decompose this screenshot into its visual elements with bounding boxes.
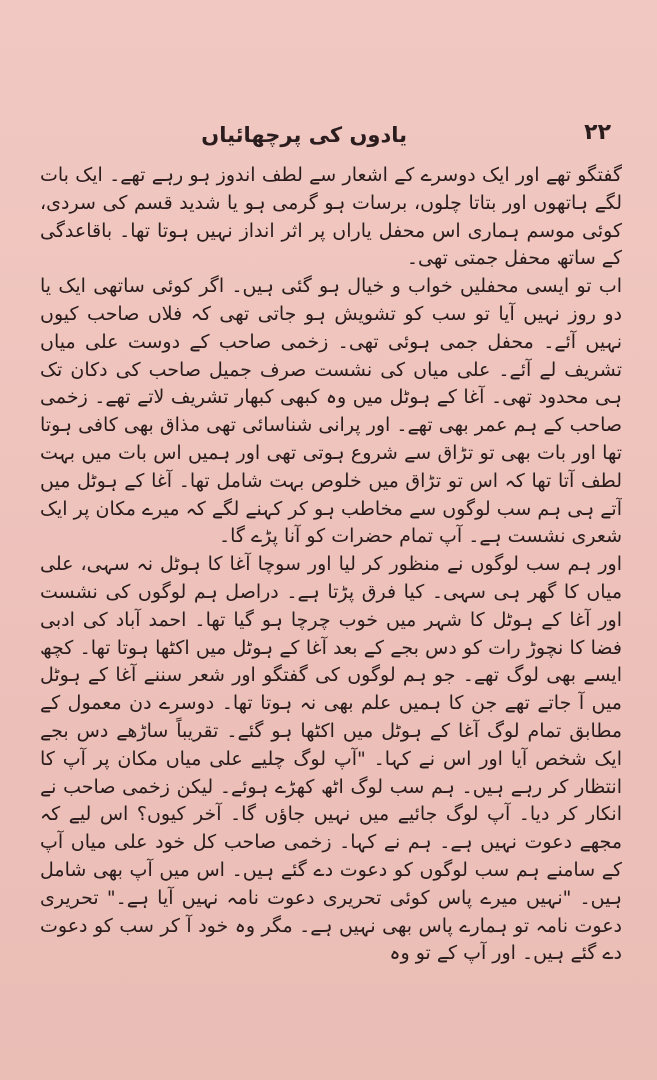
paragraph: اور ہم سب لوگوں نے منظور کر لیا اور سوچا آغا کا ہوٹل نہ سہی، علی میاں کا گھر ہی سہی۔ کیا فرق پڑتا ہے۔ دراصل ہم لوگوں کی نشست اور آغا کے ہوٹل کا شہر میں خوب چرچا ہو گیا تھا۔ احمد آباد کی ادبی فضا کا نچوڑ رات کو دس بجے کے بعد آغا کے ہوٹل میں اکٹھا ہوتا تھا۔ کچھ ایسے بھی لوگ تھے۔ جو ہم لوگوں کی گفتگو اور شعر سننے آغا کے ہوٹل میں آ جاتے تھے جن کا ہمیں علم بھی نہ ہوتا تھا۔ دوسرے دن معمول کے مطابق تمام لوگ آغا کے ہوٹل میں اکٹھا ہو گئے۔ تقریباً ساڑھے دس بجے ایک شخص آیا اور اس نے کہا۔ "آپ لوگ چلیے علی میاں مکان پر آپ کا انتظار کر رہے ہیں۔ ہم سب لوگ اٹھ کھڑے ہوئے۔ لیکن زخمی صاحب نے انکار کر دیا۔ آپ لوگ جائیے میں نہیں جاؤں گا۔ آخر کیوں؟ اس لیے کہ مجھے دعوت نہیں ہے۔ ہم نے کہا۔ زخمی صاحب کل خود علی میاں آپ کے سامنے ہم سب لوگوں کو دعوت دے گئے ہیں۔ اس میں آپ بھی شامل ہیں۔ "نہیں میرے پاس کوئی تحریری دعوت نامہ نہیں آیا ہے۔" تحریری دعوت نامہ تو ہمارے پاس بھی نہیں ہے۔ مگر وہ خود آ کر سب کو دعوت دے گئے ہیں۔ اور آپ کے تو وہ	[40, 553, 622, 965]
page-number: ۲۲	[584, 120, 611, 145]
paragraph: گفتگو تھے اور ایک دوسرے کے اشعار سے لطف اندوز ہو رہے تھے۔ ایک بات لگے ہاتھوں اور بتاتا چلوں، برسات ہو گرمی ہو یا شدید قسم کی سردی، کوئی موسم ہماری اس محفل یاراں پر اثر انداز نہیں ہوتا تھا۔ باقاعدگی کے ساتھ محفل جمتی تھی۔	[40, 164, 622, 270]
running-title: یادوں کی پرچھائیاں	[201, 123, 407, 147]
paragraph: اب تو ایسی محفلیں خواب و خیال ہو گئی ہیں۔ اگر کوئی ساتھی ایک یا دو روز نہیں آیا تو سب کو تشویش ہو جاتی تھی کہ فلاں صاحب کیوں نہیں آئے۔ محفل جمی ہوئی تھی۔ زخمی صاحب کے دوست علی میاں تشریف لے آئے۔ علی میاں کی نشست صرف جمیل صاحب کی دکان تک ہی محدود تھی۔ آغا کے ہوٹل میں وہ کبھی کبھار تشریف لاتے تھے۔ زخمی صاحب کے ہم عمر بھی تھے۔ اور پرانی شناسائی تھی مذاق بھی کافی ہوتا تھا اور بات بھی تو تڑاق سے شروع ہوتی تھی اور ہمیں اس بات میں بہت لطف آتا تھا کہ اس تو تڑاق میں خلوص بہت شامل تھا۔ آغا کے ہوٹل میں آتے ہی ہم سب لوگوں سے مخاطب ہو کر کہنے لگے کہ میرے مکان پر ایک شعری نشست ہے۔ آپ تمام حضرات کو آنا پڑے گا۔	[40, 275, 622, 548]
body-text	[40, 162, 622, 1022]
page-header	[40, 112, 617, 152]
